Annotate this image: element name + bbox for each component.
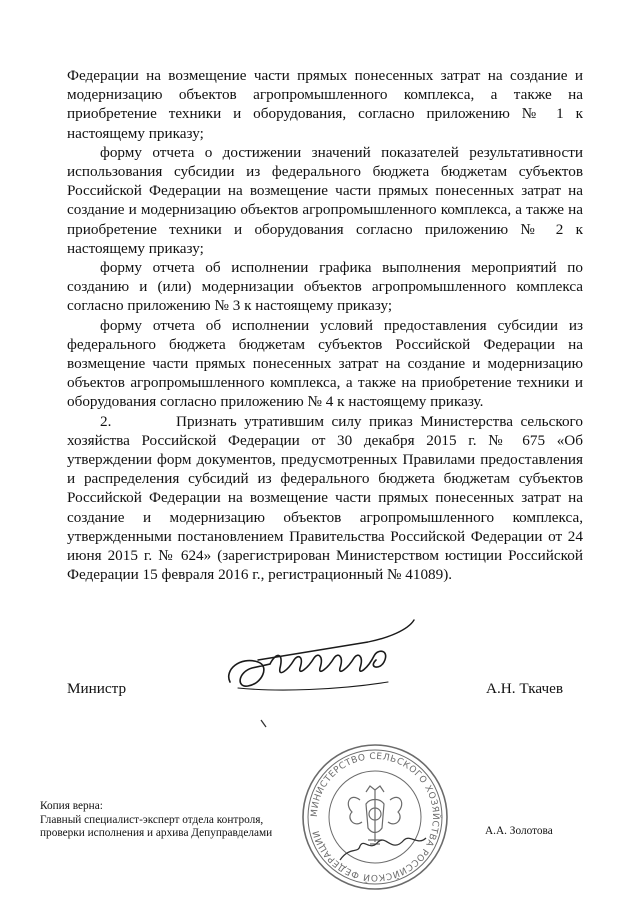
paragraph-1: Федерации на возмещение части прямых понесенных затрат на создание и модернизацию объектов агропромышленного комплекса, а также на приобретение техники и оборудования, согласно приложению № 1 к настоящему приказу; bbox=[67, 67, 583, 142]
copy-position-line-1: Главный специалист-эксперт отдела контроля, bbox=[40, 813, 264, 826]
item-number: 2. bbox=[100, 412, 112, 430]
paragraph-5-text: Признать утратившим силу приказ Министерства сельского хозяйства Российской Федерации от 30 декабря 2015 г. № 675 «Об утверждении форм документов, предусмотренных Правилами предоставления и распределения субсидий из федерального бюджета бюджетам субъектов Российской Федерации на возмещение части прямых понесенных затрат на создание и модернизацию объектов агропромышленного комплекса, утвержденными постановлением Правительства Российской Федерации от 24 июня 2015 г. № 624» (зарегистрирован Министерством юстиции Российской Федерации 15 февраля 2016 г., регистрационный № 41089). bbox=[67, 412, 583, 584]
paragraph-3: форму отчета об исполнении графика выполнения мероприятий по созданию и (или) модернизации объектов агропромышленного комплекса согласно приложению № 3 к настоящему приказу; bbox=[67, 259, 583, 315]
signer-name: А.Н. Ткачев bbox=[486, 680, 564, 697]
paragraph-5 bbox=[67, 412, 583, 585]
pen-mark bbox=[259, 717, 269, 735]
document-body bbox=[67, 66, 583, 584]
copy-position-line-2: проверки исполнения и архива Депуправделами bbox=[40, 827, 273, 839]
paragraph-2: форму отчета о достижении значений показателей результативности использования субсидии из федерального бюджета бюджетам субъектов Российской Федерации на возмещение части прямых понесенных затрат на создание и модернизацию объектов агропромышленного комплекса, а также на приобретение техники и оборудования согласно приложению № 2 к настоящему приказу; bbox=[67, 143, 583, 257]
handwritten-signature-icon bbox=[218, 612, 418, 707]
signer-title: Министр bbox=[67, 680, 127, 697]
svg-text:МИНИСТЕРСТВО СЕЛЬСКОГО ХОЗЯЙСТ: МИНИСТЕРСТВО СЕЛЬСКОГО ХОЗЯЙСТВА РОССИЙСКОЙ ФЕДЕРАЦИИ bbox=[309, 751, 441, 883]
copy-certification bbox=[40, 800, 272, 841]
copy-label: Копия верна: bbox=[40, 800, 103, 812]
official-seal-icon bbox=[300, 742, 450, 897]
copy-certifier-name: А.А. Золотова bbox=[485, 825, 553, 837]
paragraph-4: форму отчета об исполнении условий предоставления субсидии из федерального бюджета бюджетам субъектов Российской Федерации на возмещение части прямых понесенных затрат на создание и модернизацию объектов агропромышленного комплекса, а также на приобретение техники и оборудования согласно приложению № 4 к настоящему приказу. bbox=[67, 316, 583, 411]
